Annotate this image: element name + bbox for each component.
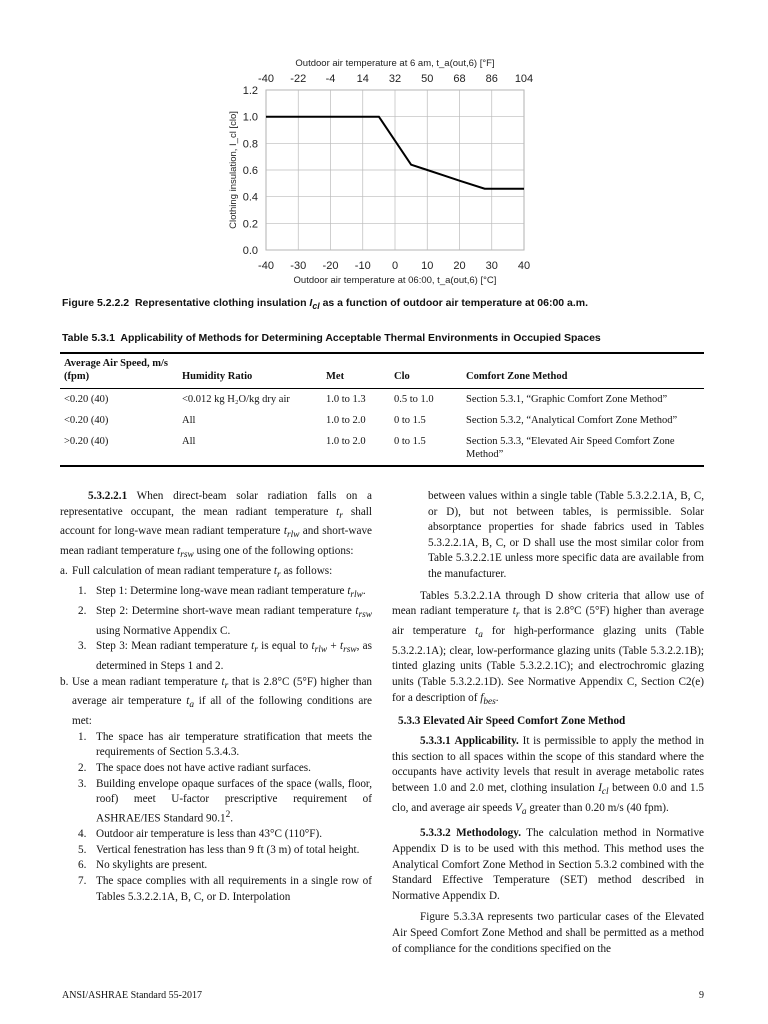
- figure-caption-var: I: [309, 297, 313, 309]
- symbol-sub: rlw: [314, 645, 328, 656]
- x-tick-label: 20: [453, 260, 466, 272]
- symbol: t: [311, 640, 315, 653]
- text-run: using Normative Appendix C.: [96, 624, 231, 637]
- table-row: [60, 431, 704, 466]
- list-item: 3. Building envelope opaque surfaces of the space (walls, floor, roof) meet U-factor prescriptive requirement of ASHRAE/IES Standard 90.1$^2$.: [78, 777, 372, 825]
- text-run: that is 2.8°C (5°F) higher than average air temperature: [392, 605, 704, 637]
- symbol: I: [598, 781, 602, 794]
- left-column: [60, 489, 372, 905]
- figure-caption-rest: as a function of outdoor air temperature at 06:00 a.m.: [322, 297, 589, 309]
- paragraph-continued: between values within a single table (Table 5.3.2.2.1A, B, C, or D), but not between tables, is permissible. Solar absorptance properties for shade fabrics used in Tables 5.3.2.2.1A, B, C, or D shall use the most similar color from Table 5.3.2.2.1E unless more specific data are available from the manufacturer.: [428, 490, 704, 580]
- text-run: , as determined in Steps 1 and 2.: [96, 640, 373, 672]
- list-item-text: The space complies with all requirements in a single row of Tables 5.3.2.2.1A, B, C, or D. Interpolation: [96, 874, 372, 903]
- section-number: 5.3.2.2.1: [88, 490, 128, 502]
- text-run: Tables 5.3.2.2.1A through D show criteria that allow use of mean radiant temperature: [392, 589, 704, 618]
- symbol-sub: rsw: [358, 609, 373, 620]
- list-item-text: The space does not have active radiant surfaces.: [96, 762, 311, 775]
- symbol: t: [336, 505, 340, 518]
- list-item: [60, 639, 372, 674]
- symbol-sub: rsw: [343, 645, 357, 656]
- section-title: Applicability.: [454, 735, 519, 748]
- top-axis-tick-label: 14: [356, 73, 369, 85]
- list-marker: 2.: [78, 762, 87, 775]
- symbol: t: [355, 604, 359, 617]
- list-item: 1. Step 1: Determine long-wave mean radiant temperature $t_{rlw}$.: [78, 584, 366, 601]
- list-item: [60, 858, 372, 874]
- text-run: The calculation method in Normative Appendix D is to be used with this method. This method uses the Analytical Comfort Zone Method in Section 5.3.2 combined with the Standard Effective Temperature (SET) method described in Normative Appendix D.: [392, 827, 705, 902]
- table-cell: 0.5 to 1.0: [394, 394, 434, 405]
- table-cell: 1.0 to 2.0: [326, 436, 366, 447]
- section-heading-5-3-3: 5.3.3 Elevated Air Speed Comfort Zone Method: [398, 715, 626, 728]
- x-tick-label: -30: [290, 260, 307, 272]
- y-tick-label: 0.6: [242, 165, 258, 177]
- table-header-cell: Clo: [394, 371, 410, 382]
- x-tick-label: -40: [258, 260, 274, 272]
- table-cell: <0.20 (40): [64, 394, 109, 405]
- table-cell: 0 to 1.5: [394, 415, 426, 426]
- text-run: shall account for long-wave mean radiant temperature: [60, 505, 373, 538]
- list-item: [60, 730, 372, 761]
- list-item-b: [60, 675, 372, 730]
- top-axis-tick-label: -4: [325, 73, 336, 85]
- table-caption-text: Applicability of Methods for Determining Acceptable Thermal Environments in Occupied Spaces: [120, 332, 601, 344]
- top-axis-tick-label: 68: [453, 73, 466, 85]
- list-item-text: Building envelope opaque surfaces of the space (walls, floor, roof) meet U-factor prescriptive requirement of ASHRAE/IES Standard 90.1: [96, 777, 372, 825]
- text-run: Step 2: Determine short-wave mean radiant temperature: [96, 604, 352, 617]
- symbol-sub: r: [339, 510, 343, 521]
- text-run: Full calculation of mean radiant temperature: [72, 565, 272, 578]
- text-run: that is 2.8°C (5°F) higher than average air temperature: [72, 675, 373, 708]
- text-run: When direct-beam solar radiation falls on a representative occupant, the mean radiant temperature: [60, 490, 372, 518]
- applicability-table: [60, 352, 704, 467]
- symbol: V: [515, 801, 522, 814]
- text-run: for high-performance glazing units (Table 5.3.2.2.1A); clear, low-performance glazing units (Table 5.3.2.2.1B); tinted glazing units (Table 5.3.2.2.1C); and electrochromic glazing units (Table 5.3.2.2.1D). See Normative Appendix C, Section C2(e) for a description of: [392, 624, 705, 704]
- list-marker: 6.: [78, 859, 87, 872]
- list-marker: 1.: [78, 584, 87, 597]
- y-tick-label: 0.8: [242, 138, 258, 151]
- top-axis-tick-label: -40: [258, 73, 274, 85]
- table-cell: All: [182, 415, 196, 426]
- footnote-ref: 2: [225, 809, 231, 820]
- symbol: t: [251, 640, 255, 653]
- figure-caption-label: Figure 5.2.2.2: [62, 297, 130, 309]
- symbol-sub: r: [254, 645, 258, 656]
- symbol-sub: bes: [483, 696, 496, 707]
- list-item: [60, 874, 372, 905]
- figure-caption: [62, 297, 588, 311]
- list-marker: 5.: [78, 843, 87, 856]
- table-cell: <0.012 kg H₂O/kg dry air: [182, 394, 290, 405]
- table-cell: All: [182, 436, 196, 447]
- list-marker: 2.: [78, 604, 87, 617]
- text-run: Step 1: Determine long-wave mean radiant temperature: [96, 584, 345, 597]
- chart-y-axis-title: Clothing insulation, I_cl [clo]: [228, 111, 239, 229]
- table-caption-label: Table 5.3.1: [62, 332, 115, 344]
- symbol-sub: cl: [601, 787, 609, 798]
- list-marker: 4.: [78, 828, 87, 841]
- symbol: t: [186, 695, 190, 708]
- table-cell: Section 5.3.1, “Graphic Comfort Zone Method”: [466, 394, 668, 405]
- section-number: 5.3.3.2: [420, 827, 451, 840]
- paragraph-5-3-3-1: [392, 734, 704, 820]
- figure-caption-var-sub: cl: [312, 301, 320, 312]
- list-item: [60, 843, 372, 859]
- symbol-sub: r: [515, 610, 520, 621]
- table-header-cell: Comfort Zone Method: [466, 371, 568, 382]
- table-row: [60, 410, 704, 431]
- section-number: 5.3.3.1: [420, 735, 451, 748]
- y-tick-label: 1.2: [242, 85, 258, 97]
- top-axis-tick-label: 104: [514, 73, 534, 85]
- text-run: if all of the following conditions are met:: [72, 695, 373, 728]
- text-run: .: [495, 691, 499, 704]
- list-marker: a.: [60, 565, 68, 578]
- symbol-sub: a: [478, 630, 483, 641]
- list-item-text: Vertical fenestration has less than 9 ft (3 m) of total height.: [96, 843, 360, 856]
- paragraph-figure-5-3-3a: Figure 5.3.3A represents two particular cases of the Elevated Air Speed Comfort Zone Method and shall be permitted as a method of compliance for the conditions specified on the: [392, 911, 704, 955]
- y-tick-label: 0.0: [242, 245, 258, 257]
- x-tick-label: 30: [485, 260, 498, 272]
- top-axis-tick-label: -22: [290, 73, 307, 85]
- top-axis-tick-label: 86: [485, 73, 498, 85]
- table-cell: 0 to 1.5: [394, 436, 426, 447]
- symbol: t: [512, 605, 516, 618]
- symbol: t: [339, 640, 344, 653]
- list-marker: 3.: [78, 640, 87, 653]
- y-tick-label: 0.2: [242, 218, 258, 231]
- symbol: t: [221, 675, 225, 688]
- symbol: t: [347, 584, 351, 597]
- section-title: Methodology.: [456, 827, 522, 840]
- table-cell: <0.20 (40): [64, 415, 109, 426]
- list-item-a: [60, 564, 372, 584]
- table-cell: Section 5.3.3, “Elevated Air Speed Comfort Zone Method”: [466, 436, 675, 460]
- text-run: greater than 0.20 m/s (40 fpm).: [529, 801, 669, 814]
- text-run: is equal to: [261, 640, 309, 653]
- x-tick-label: 0: [391, 260, 399, 272]
- list-item: [60, 761, 372, 777]
- page-number: 9: [699, 990, 704, 1001]
- symbol-sub: a: [521, 806, 527, 817]
- footer-standard-name: ANSI/ASHRAE Standard 55-2017: [62, 990, 202, 1001]
- table-cell: 1.0 to 2.0: [326, 415, 366, 426]
- right-column: [392, 489, 704, 957]
- table-cell: Section 5.3.2, “Analytical Comfort Zone Method”: [466, 415, 678, 426]
- table-row: [60, 389, 704, 411]
- symbol-sub: rlw: [350, 590, 363, 601]
- paragraph-tables-criteria: [392, 589, 704, 711]
- table-cell: >0.20 (40): [64, 436, 109, 447]
- text-run: and short-wave mean radiant temperature: [60, 525, 373, 558]
- text-run: as follows:: [283, 565, 333, 578]
- clothing-insulation-chart: [0, 0, 768, 300]
- text-run: Step 3: Mean radiant temperature: [96, 640, 248, 653]
- x-tick-label: -20: [322, 260, 339, 272]
- text-run: using one of the following options:: [196, 545, 354, 558]
- list-item-text: No skylights are present.: [96, 859, 208, 872]
- y-tick-label: 1.0: [242, 111, 258, 124]
- top-axis-tick-label: 50: [421, 73, 434, 85]
- table-header-cell: Met: [326, 371, 345, 382]
- symbol: f: [480, 691, 484, 704]
- x-tick-label: 40: [517, 260, 531, 272]
- figure-caption-text: Representative clothing insulation: [134, 297, 307, 309]
- symbol-sub: a: [189, 700, 195, 711]
- text-run: between 0.0 and 1.5 clo, and average air speeds: [392, 781, 705, 814]
- symbol: t: [177, 545, 181, 558]
- symbol: t: [475, 624, 479, 637]
- list-item-text: The space has air temperature stratification that meets the requirements of Section 5.3.4.3.: [96, 730, 372, 759]
- list-item-text: Outdoor air temperature is less than 43°C (110°F).: [96, 828, 323, 841]
- plus-sign: +: [330, 640, 337, 653]
- symbol-sub: rlw: [286, 530, 300, 541]
- symbol-sub: r: [224, 680, 229, 691]
- chart-x-axis-title: Outdoor air temperature at 06:00, t_a(out,6) [°C]: [293, 275, 497, 286]
- table-header-row: [60, 353, 704, 389]
- paragraph-5-3-3-2: [392, 826, 704, 904]
- paragraph-5-3-2-2-1: [60, 489, 372, 564]
- y-tick-label: 0.4: [242, 191, 258, 204]
- chart-top-axis-title: Outdoor air temperature at 6 am, t_a(out,6) [°F]: [295, 58, 495, 69]
- list-marker: b.: [60, 675, 69, 688]
- x-tick-label: 10: [421, 260, 434, 272]
- list-marker: 3.: [78, 777, 87, 790]
- top-axis-tick-label: 32: [388, 73, 402, 85]
- symbol-sub: rsw: [180, 550, 194, 561]
- text-run: It is permissible to apply the method in this section to all spaces within the scope of this standard where the occupants have activity levels that result in average metabolic rates between 1.0 and 2.0 met, clothing insulation: [392, 735, 705, 794]
- table-cell: 1.0 to 1.3: [326, 394, 366, 405]
- symbol: t: [273, 565, 278, 578]
- table-header-cell: Average Air Speed, m/s (fpm): [64, 358, 169, 382]
- x-tick-label: -10: [354, 260, 371, 272]
- list-marker: 7.: [78, 874, 87, 887]
- list-item: [60, 827, 372, 843]
- list-marker: 1.: [78, 730, 87, 743]
- text-run: Use a mean radiant temperature: [72, 675, 218, 688]
- table-header-cell: Humidity Ratio: [182, 371, 253, 382]
- symbol-sub: r: [277, 570, 281, 581]
- list-item: [60, 604, 372, 639]
- symbol: t: [283, 525, 287, 538]
- table-caption: [62, 332, 601, 344]
